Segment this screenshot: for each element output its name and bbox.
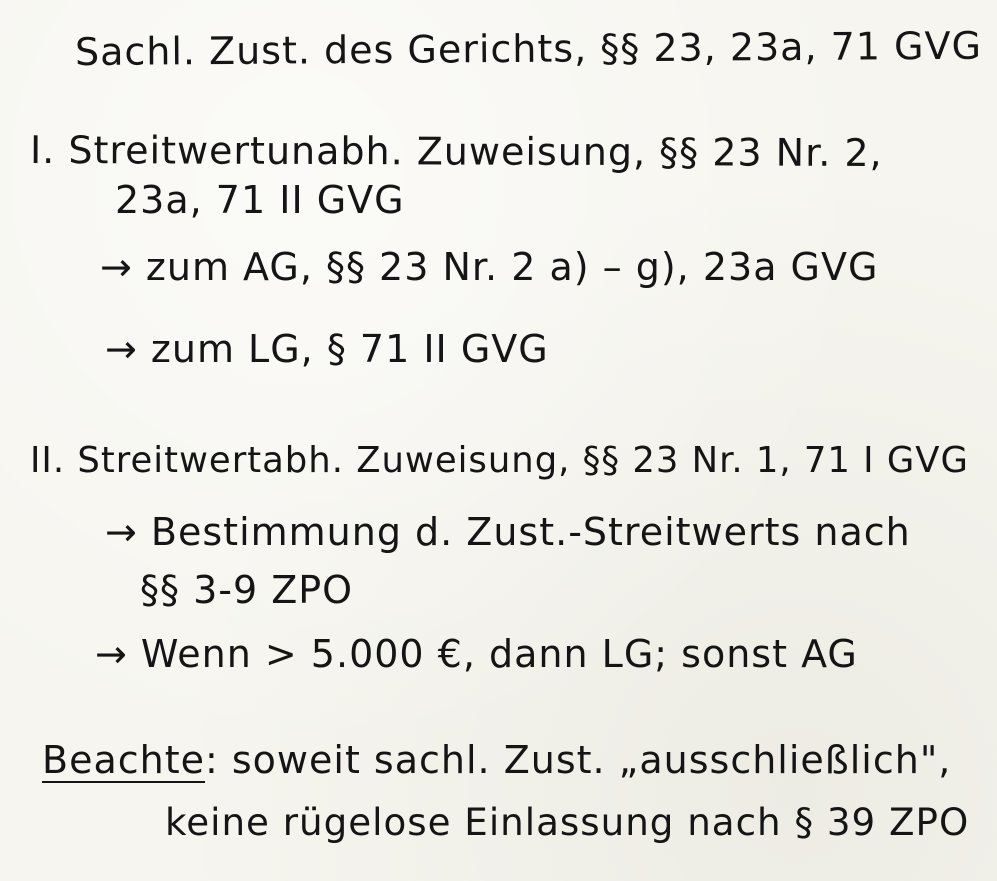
section-i-point-ag: → zum AG, §§ 23 Nr. 2 a) – g), 23a GVG (100, 245, 879, 289)
page-title: Sachl. Zust. des Gerichts, §§ 23, 23a, 71 GVG (74, 23, 983, 74)
section-i-heading-line-1: I. Streitwertunabh. Zuweisung, §§ 23 Nr. 2, (29, 128, 883, 175)
note-text-line-2: keine rügelose Einlassung nach § 39 ZPO (165, 800, 970, 844)
section-i-heading-line-2: 23a, 71 II GVG (115, 178, 405, 222)
note-line-1 (42, 738, 951, 782)
section-i-point-lg: → zum LG, § 71 II GVG (105, 327, 549, 371)
note-text-line-1: : soweit sachl. Zust. „ausschließlich", (205, 738, 952, 782)
section-ii-point-bestimmung-line-1: → Bestimmung d. Zust.-Streitwerts nach (105, 510, 911, 554)
note-label: Beachte (42, 738, 205, 782)
section-ii-point-threshold: → Wenn > 5.000 €, dann LG; sonst AG (95, 632, 858, 676)
section-ii-heading: II. Streitwertabh. Zuweisung, §§ 23 Nr. 1, 71 I GVG (30, 440, 969, 481)
section-ii-point-bestimmung-line-2: §§ 3-9 ZPO (140, 568, 354, 612)
